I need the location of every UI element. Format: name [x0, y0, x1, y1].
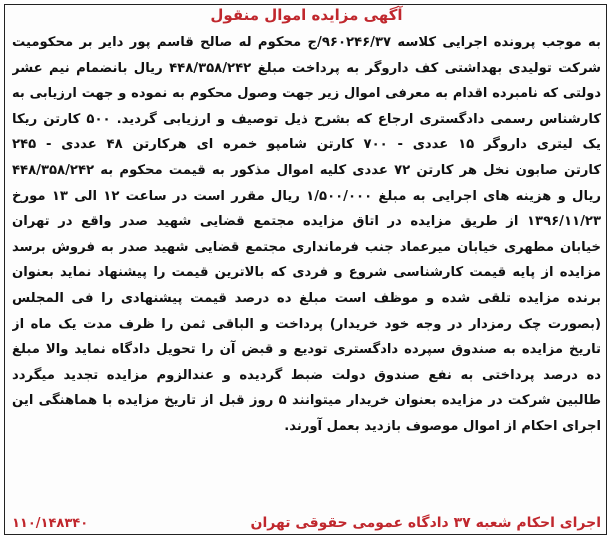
- notice-line: (بصورت چک رمزدار در وجه خود خریدار) پرداخت و الباقی ثمن را ظرف مدت یک ماه از: [12, 316, 601, 332]
- notice-title: آگهی مزایده اموال منقول: [210, 6, 403, 24]
- notice-line: برنده مزایده تلقی شده و موظف است مبلغ ده درصد قیمت پیشنهادی را فی المجلس: [12, 290, 601, 306]
- notice-line: ده درصد پرداختی به نفع صندوق دولت ضبط گردیده و عندالزوم مزایده تجدید میگردد: [12, 367, 601, 383]
- notice-line: اجرای احکام از اموال موصوف بازدید بعمل آورند.: [284, 418, 601, 434]
- notice-footer: [12, 511, 601, 535]
- notice-body: [12, 30, 601, 440]
- notice-code: ۱۱۰/۱۴۸۳۴۰: [12, 515, 89, 531]
- notice-line: به موجب پرونده اجرایی کلاسه ۹۶۰۲۴۶/۳۷/ج محکوم له صالح قاسم پور دایر بر محکومیت: [12, 35, 601, 50]
- notice-line: طالبین شرکت در مزایده بعنوان خریدار میتوانند ۵ روز قبل از تاریخ مزایده با هماهنگی این: [12, 393, 601, 409]
- notice-line: تاریخ مزایده به صندوق سپرده دادگستری تودیع و قبض آن را تحویل دادگاه نماید والا مبلغ: [12, 342, 601, 358]
- notice-line: کارشناس رسمی دادگستری ارجاع که بشرح ذیل توصیف و ارزیابی گردید. ۵۰۰ کارتن ریکا: [12, 111, 601, 127]
- notice-line: ریال و هزینه های اجرایی به مبلغ ۱/۵۰۰/۰۰۰ ریال مقرر است در ساعت ۱۲ الی ۱۳ مورخ: [12, 188, 601, 204]
- notice-signature: اجرای احکام شعبه ۳۷ دادگاه عمومی حقوقی تهران: [250, 515, 601, 531]
- notice-line: شرکت تولیدی بهداشتی کف داروگر به پرداخت مبلغ ۴۴۸/۳۵۸/۲۴۲ ریال بانضمام نیم عشر: [12, 60, 601, 76]
- notice-line: کارتن صابون نخل هر کارتن ۷۲ عددی کلیه اموال مذکور به قیمت محکوم به ۴۴۸/۳۵۸/۲۴۲: [12, 162, 601, 178]
- notice-line: یک لیتری داروگر ۱۵ عددی - ۷۰۰ کارتن شامپو خمره ای هرکارتن ۴۸ عددی - ۲۴۵: [12, 137, 601, 153]
- notice-line: ۱۳۹۶/۱۱/۲۳ از طریق مزایده در اتاق مزایده مجتمع قضایی شهید صدر واقع در تهران: [12, 214, 601, 230]
- notice-line: خیابان مطهری خیابان میرعماد جنب فرمانداری مجتمع قضایی شهید صدر به فروش برسد: [12, 239, 601, 255]
- notice-line: مزایده از پایه قیمت کارشناسی شروع و فردی که بالاترین قیمت را پیشنهاد نماید بعنوان: [12, 265, 601, 281]
- notice-line: دولتی که نامبرده اقدام به معرفی اموال زیر جهت وصول محکوم به نموده و جهت ارزیابی به: [12, 86, 601, 102]
